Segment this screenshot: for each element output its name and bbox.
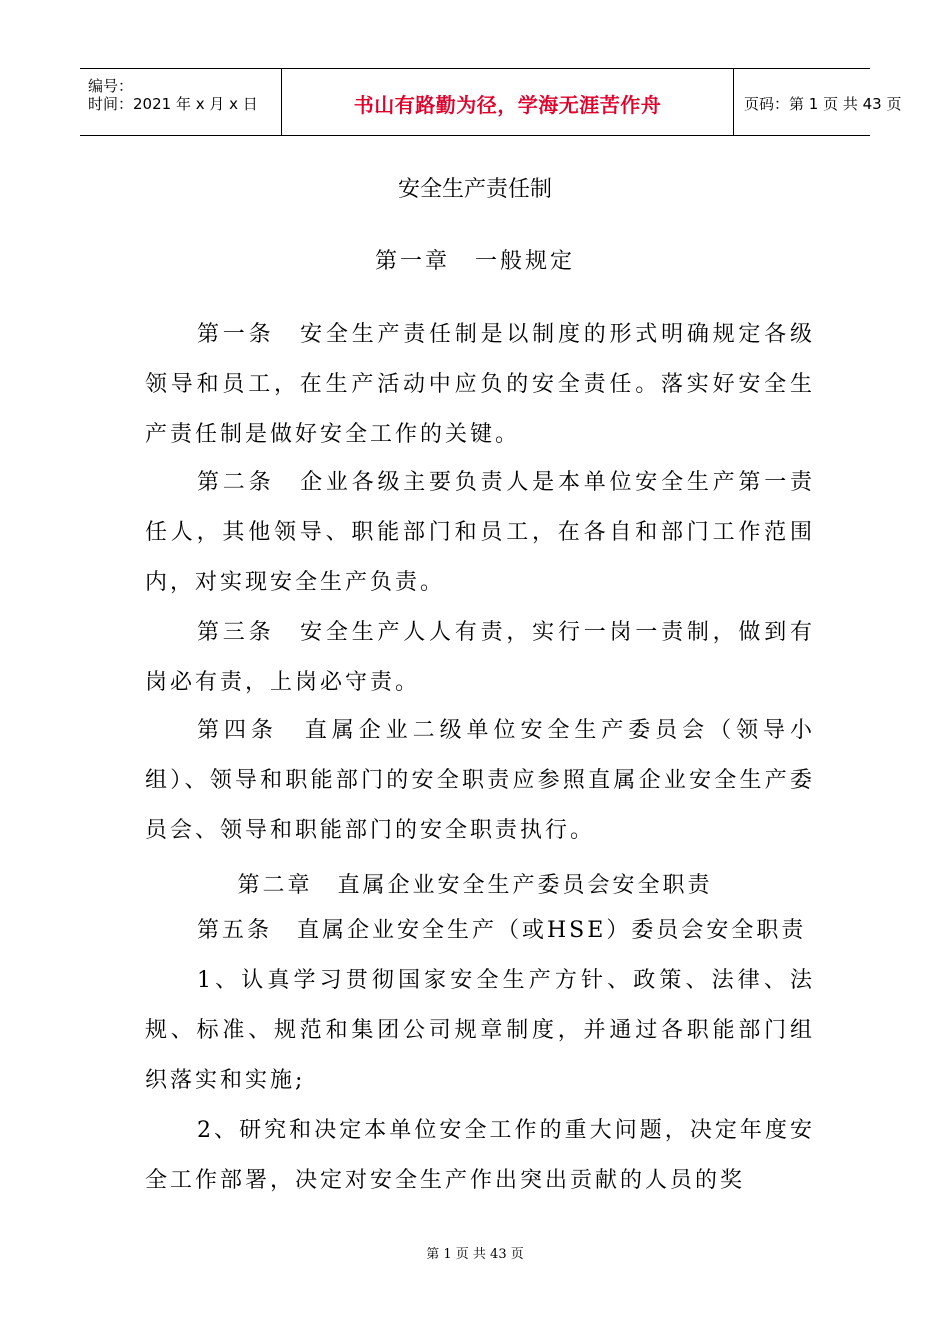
page-label: 页码：第 1 页 共 43 页 (744, 95, 902, 113)
list-item (145, 1106, 815, 1206)
paragraph-text: 第三条 安全生产人人有责，实行一岗一责制，做到有岗必有责，上岗必守责。 (145, 620, 815, 695)
number-label: 编号： (88, 77, 134, 95)
chapter-heading: 第一章 一般规定 (374, 249, 575, 274)
article-paragraph (145, 906, 815, 956)
paragraph-text: 2、研究和决定本单位安全工作的重大问题，决定年度安全工作部署，决定对安全生产作出突出贡献的人员的奖 (145, 1118, 815, 1193)
time-label: 时间：2021 年 x 月 x 日 (88, 95, 258, 113)
paragraph-text: 1、认真学习贯彻国家安全生产方针、政策、法律、法规、标准、规范和集团公司规章制度，并通过各职能部门组织落实和实施; (145, 968, 815, 1093)
motto-text: 书山有路勤为径，学海无涯苦作舟 (353, 93, 662, 117)
paragraph-text: 第五条 直属企业安全生产（或HSE）委员会安全职责 (197, 918, 807, 943)
document-title: 安全生产责任制 (397, 177, 552, 202)
page-footer: 第 1 页 共 43 页 (426, 1247, 524, 1262)
paragraph-text: 第一条 安全生产责任制是以制度的形式明确规定各级领导和员工，在生产活动中应负的安全责任。落实好安全生产责任制是做好安全工作的关键。 (145, 322, 815, 447)
list-item (145, 956, 815, 1106)
paragraph-text: 第四条 直属企业二级单位安全生产委员会（领导小组）、领导和职能部门的安全职责应参照直属企业安全生产委员会、领导和职能部门的安全职责执行。 (145, 718, 815, 843)
chapter-heading: 第二章 直属企业安全生产委员会安全职责 (237, 873, 713, 898)
article-paragraph (145, 608, 815, 708)
article-paragraph (145, 310, 815, 460)
header-motto-cell (282, 69, 734, 135)
header-left-cell (80, 69, 282, 135)
header-right-cell (734, 69, 902, 135)
paragraph-text: 第二条 企业各级主要负责人是本单位安全生产第一责任人，其他领导、职能部门和员工，在各自和部门工作范围内，对实现安全生产负责。 (145, 470, 815, 595)
article-paragraph (145, 706, 815, 856)
page-header (80, 68, 902, 136)
article-paragraph (145, 458, 815, 608)
